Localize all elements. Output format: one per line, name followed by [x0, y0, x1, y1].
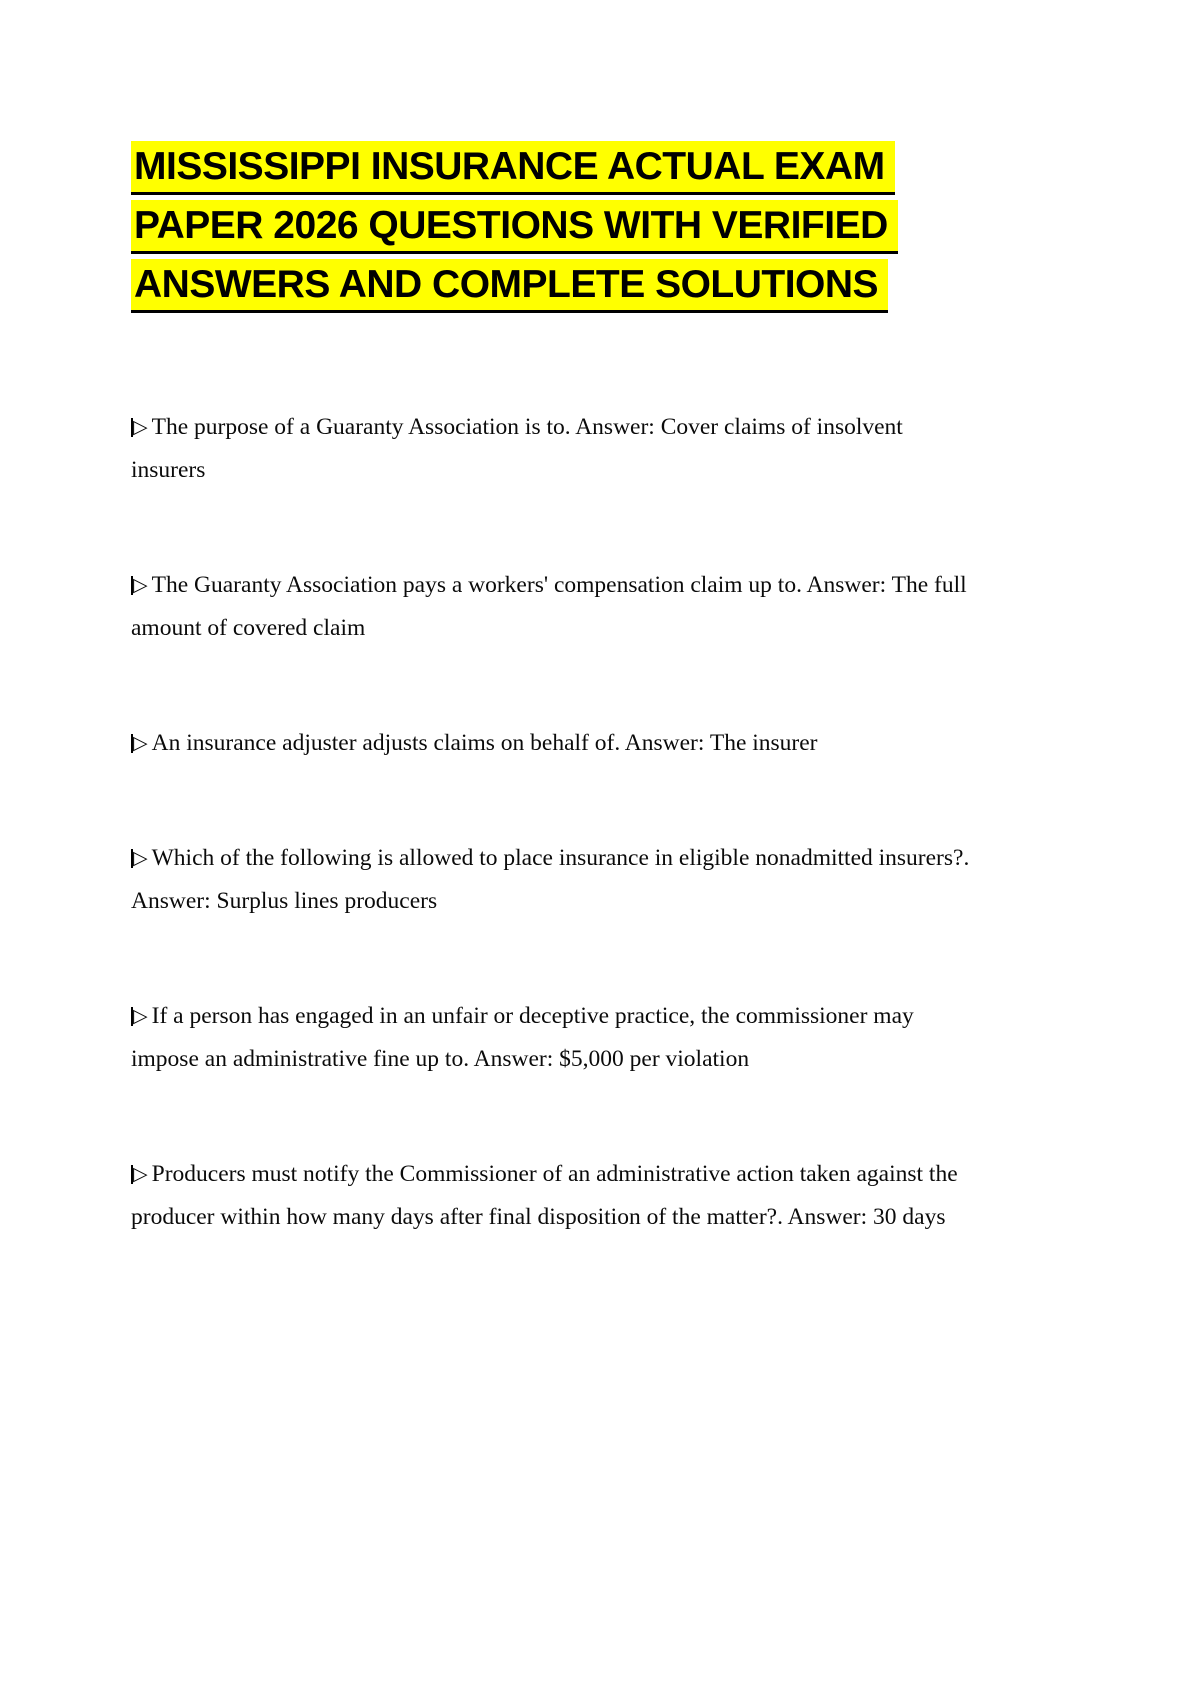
- question-item: [131, 406, 976, 492]
- document-title: [131, 141, 975, 318]
- question-item: [131, 995, 976, 1081]
- question-item: [131, 722, 976, 765]
- triangle-bullet-icon: ▷: [133, 417, 145, 438]
- question-item: [131, 564, 976, 650]
- question-text: Producers must notify the Commissioner of an administrative action taken against the producer within how many days after final disposition of the matter?. Answer: 30 days: [131, 1161, 958, 1230]
- question-text: Which of the following is allowed to place insurance in eligible nonadmitted insurers?. Answer: Surplus lines producers: [131, 845, 970, 914]
- title-line-1: MISSISSIPPI INSURANCE ACTUAL EXAM: [131, 141, 895, 195]
- triangle-bullet-icon: ▷: [133, 575, 145, 596]
- title-line-3: ANSWERS AND COMPLETE SOLUTIONS: [131, 259, 888, 313]
- question-text: If a person has engaged in an unfair or deceptive practice, the commissioner may impose an administrative fine up to. Answer: $5,000 per violation: [131, 1003, 914, 1072]
- question-text: An insurance adjuster adjusts claims on behalf of. Answer: The insurer: [151, 730, 818, 756]
- triangle-bullet-icon: ▷: [133, 1006, 145, 1027]
- triangle-bullet-icon: ▷: [133, 1164, 145, 1185]
- triangle-bullet-icon: ▷: [133, 733, 145, 754]
- question-text: The Guaranty Association pays a workers' compensation claim up to. Answer: The full amount of covered claim: [131, 572, 967, 641]
- question-text: The purpose of a Guaranty Association is to. Answer: Cover claims of insolvent insurers: [131, 414, 903, 483]
- triangle-bullet-icon: ▷: [133, 848, 145, 869]
- question-list: [131, 406, 976, 1239]
- question-item: [131, 1153, 976, 1239]
- question-item: [131, 837, 976, 923]
- title-line-2: PAPER 2026 QUESTIONS WITH VERIFIED: [131, 200, 898, 254]
